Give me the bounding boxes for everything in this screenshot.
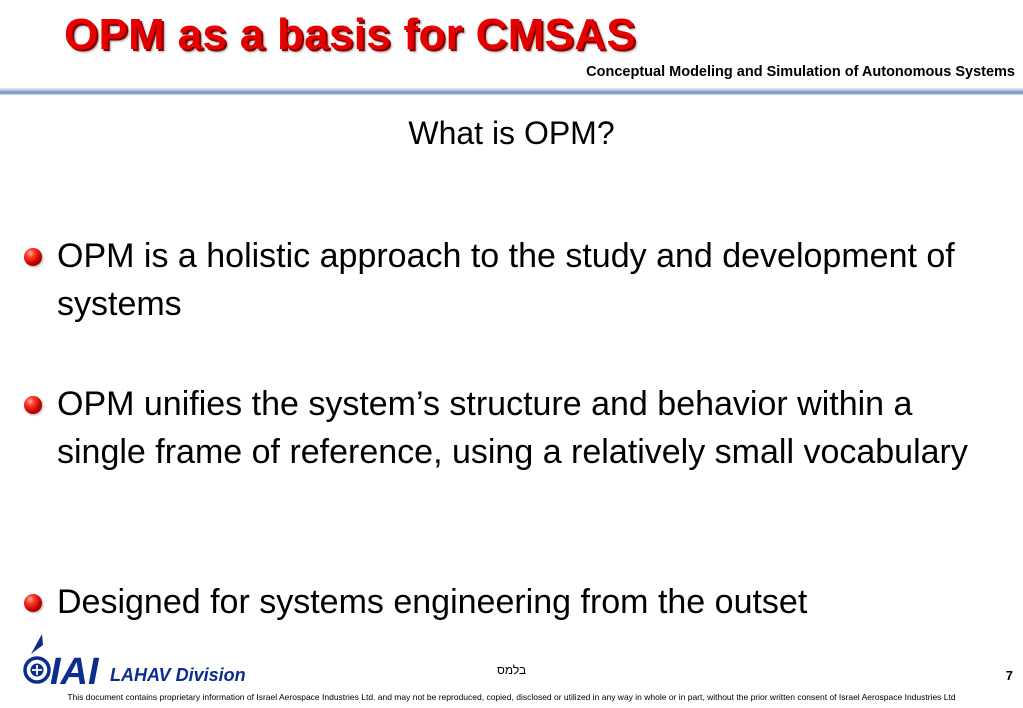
classification-mark: בלמס <box>497 663 527 677</box>
division-name: LAHAV Division <box>110 665 246 685</box>
iai-logo-icon <box>22 632 108 690</box>
header-divider <box>0 88 1023 95</box>
red-sphere-bullet-icon <box>24 248 42 266</box>
red-sphere-bullet-icon <box>24 396 42 414</box>
red-sphere-bullet-icon <box>24 594 42 612</box>
bullet-text: OPM unifies the system’s structure and behavior within a single frame of reference, using a relatively small vocabulary <box>57 385 968 471</box>
bullet-text: OPM is a holistic approach to the study and development of systems <box>57 237 955 323</box>
slide-subtitle: Conceptual Modeling and Simulation of Autonomous Systems <box>586 64 1015 80</box>
proprietary-notice: This document contains proprietary information of Israel Aerospace Industries Ltd. and may not be reproduced, copied, disclosed or utilized in any way in whole or in part, without the prior written consent of Israel Aerospace Industries Ltd <box>67 692 956 702</box>
logo-text: IAI <box>50 651 99 690</box>
slide-title: OPM as a basis for CMSAS <box>64 10 637 59</box>
slide-heading: What is OPM? <box>408 115 615 151</box>
page-number: 7 <box>1005 668 1013 683</box>
bullet-text: Designed for systems engineering from the outset <box>57 583 808 621</box>
